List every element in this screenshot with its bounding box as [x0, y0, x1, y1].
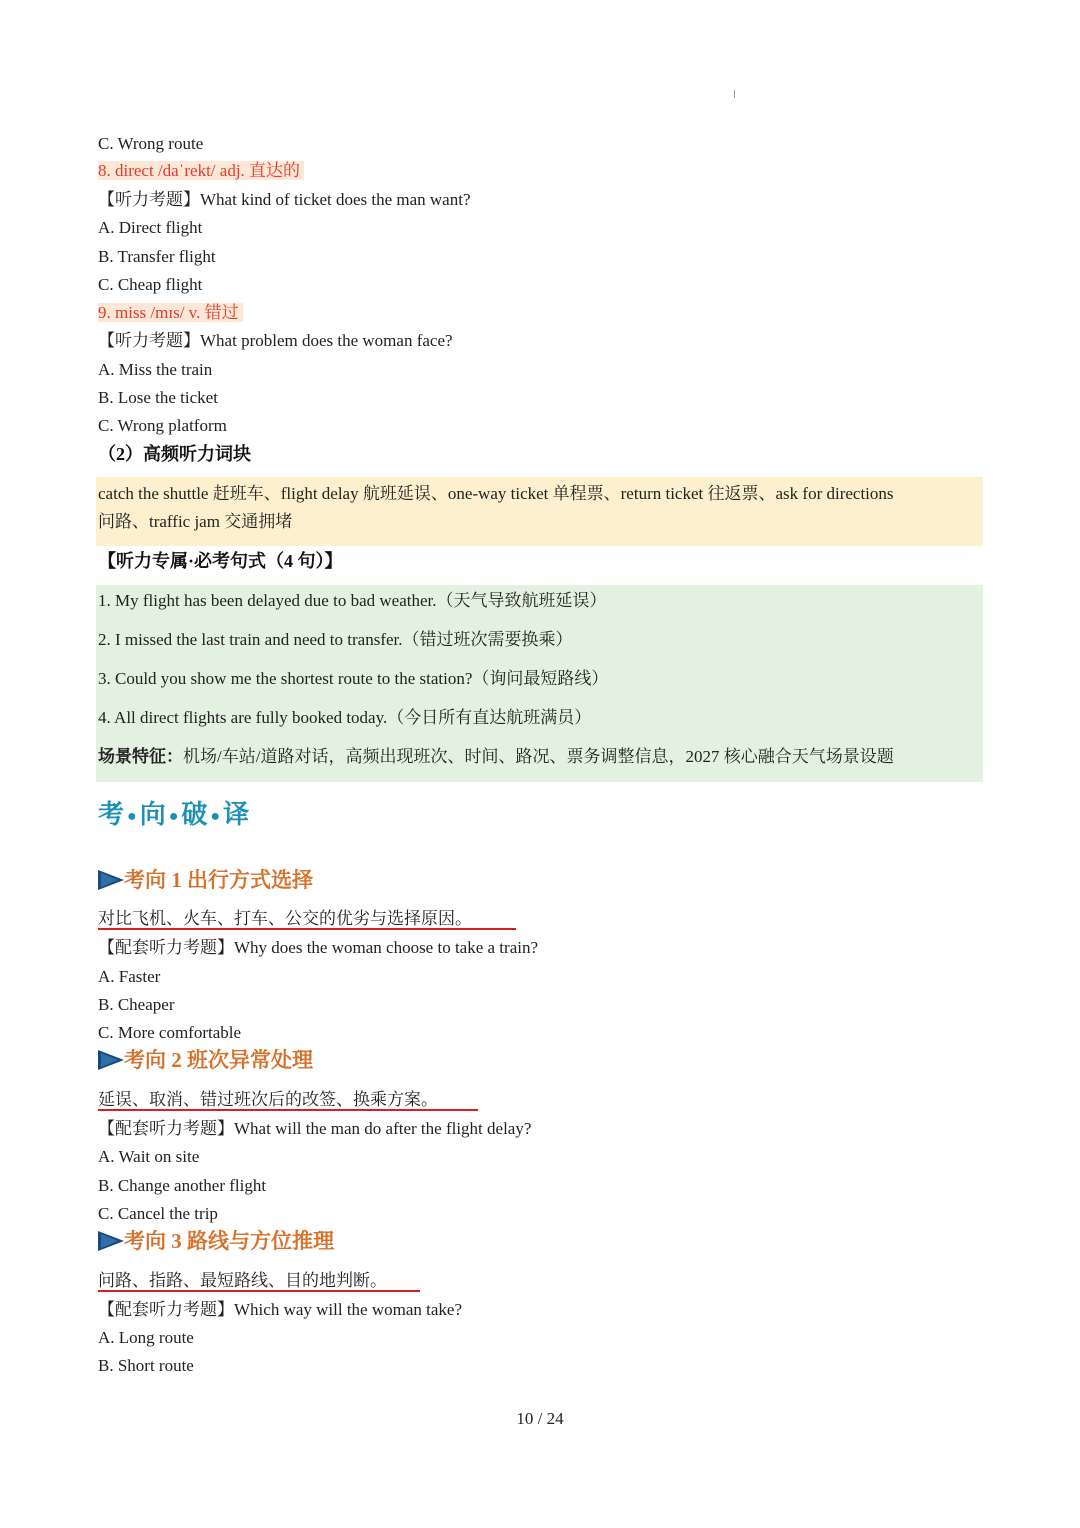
play-arrow-icon: [98, 1050, 124, 1070]
vocab-9-text: 9. miss /mɪs/ v. 错过: [98, 303, 243, 322]
option-9-a: A. Miss the train: [98, 360, 213, 379]
sentences-heading: 【听力专属·必考句式（4 句）】: [98, 551, 343, 571]
section-title-part-2: 向: [139, 800, 167, 829]
sentence-1: 1. My flight has been delayed due to bad weather.（天气导致航班延误）: [98, 591, 607, 610]
kx2-title: 考向 2 班次异常处理: [124, 1048, 313, 1072]
page-tick-mark: [734, 90, 735, 98]
question-8: 【听力考题】What kind of ticket does the man want?: [98, 190, 471, 209]
scene-text: 机场/车站/道路对话，高频出现班次、时间、路况、票务调整信息，2027 核心融合天气场景设题: [183, 747, 894, 766]
kx3-underline: [98, 1290, 420, 1292]
kx3-question: 【配套听力考题】Which way will the woman take?: [98, 1300, 463, 1319]
page-number: 10 / 24: [516, 1409, 564, 1428]
option-8-c: C. Cheap flight: [98, 275, 203, 294]
kx1-desc: 对比飞机、火车、打车、公交的优劣与选择原因。: [98, 909, 472, 928]
section-title-part-1: 考: [98, 800, 126, 829]
scene-label: 场景特征：: [98, 747, 183, 766]
chunks-box: [96, 477, 983, 546]
play-arrow-icon: [98, 870, 124, 890]
kx1-title: 考向 1 出行方式选择: [124, 868, 313, 892]
sentences-box: [96, 585, 983, 782]
chunks-line-1: catch the shuttle 赶班车、flight delay 航班延误、one-way ticket 单程票、return ticket 往返票、ask for directions: [98, 484, 894, 503]
kx2-underline: [98, 1109, 478, 1111]
vocab-item-8: [98, 160, 304, 182]
kx3-option-a: A. Long route: [98, 1328, 194, 1347]
kx2-question: 【配套听力考题】What will the man do after the flight delay?: [98, 1119, 532, 1138]
kx1-option-b: B. Cheaper: [98, 995, 175, 1014]
kx3-desc: 问路、指路、最短路线、目的地判断。: [98, 1271, 387, 1290]
section-title-dot-3: ●: [210, 808, 222, 826]
kx1-question: 【配套听力考题】Why does the woman choose to take a train?: [98, 938, 539, 957]
option-9-b: B. Lose the ticket: [98, 388, 218, 407]
play-arrow-icon: [98, 1231, 124, 1251]
sentence-4: 4. All direct flights are fully booked today.（今日所有直达航班满员）: [98, 708, 592, 727]
kx1-option-c: C. More comfortable: [98, 1023, 242, 1042]
option-c-wrong-route: C. Wrong route: [98, 134, 204, 153]
chunks-heading: （2）高频听力词块: [98, 444, 251, 464]
option-9-c: C. Wrong platform: [98, 416, 227, 435]
option-8-a: A. Direct flight: [98, 218, 203, 237]
kx2-desc: 延误、取消、错过班次后的改签、换乘方案。: [98, 1090, 438, 1109]
kx2-option-c: C. Cancel the trip: [98, 1204, 218, 1223]
kx1-underline: [98, 928, 516, 930]
option-8-b: B. Transfer flight: [98, 247, 216, 266]
section-title-part-3: 破: [181, 800, 209, 829]
vocab-8-text: 8. direct /daˈrekt/ adj. 直达的: [98, 161, 304, 180]
vocab-item-9: [98, 302, 243, 324]
kx2-option-a: A. Wait on site: [98, 1147, 200, 1166]
kx2-option-b: B. Change another flight: [98, 1176, 267, 1195]
section-title-part-4: 译: [223, 800, 251, 829]
kx3-option-b: B. Short route: [98, 1356, 194, 1375]
question-9: 【听力考题】What problem does the woman face?: [98, 331, 453, 350]
chunks-line-2: 问路、traffic jam 交通拥堵: [98, 512, 293, 531]
section-title-dot-2: ●: [168, 808, 180, 826]
scene-feature: [98, 746, 894, 768]
sentence-2: 2. I missed the last train and need to transfer.（错过班次需要换乘）: [98, 630, 573, 649]
section-title: [98, 794, 250, 831]
kx3-title: 考向 3 路线与方位推理: [124, 1229, 334, 1253]
sentence-3: 3. Could you show me the shortest route to the station?（询问最短路线）: [98, 669, 609, 688]
kx1-option-a: A. Faster: [98, 967, 161, 986]
section-title-dot-1: ●: [127, 808, 138, 826]
